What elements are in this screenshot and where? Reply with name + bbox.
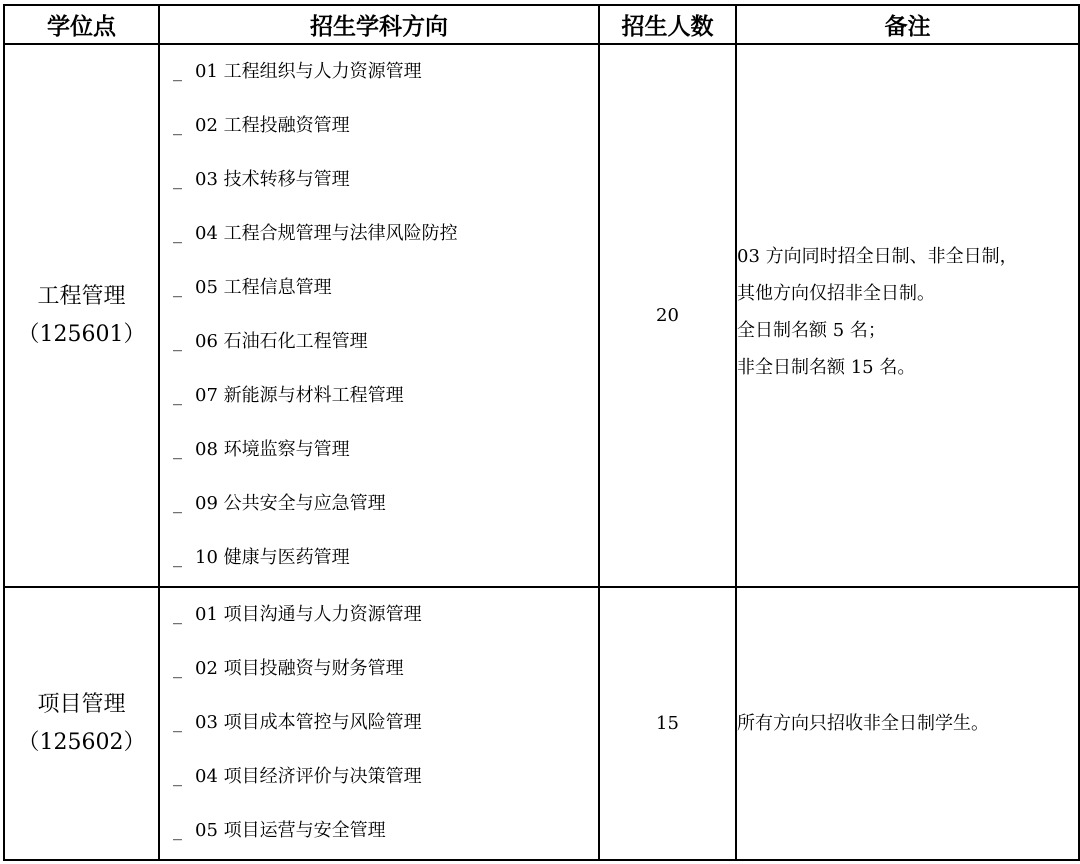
direction-label: 07 新能源与材料工程管理 — [195, 385, 404, 406]
degree-code: （125602） — [17, 729, 146, 755]
remark-block — [737, 238, 1078, 386]
direction-list — [160, 588, 598, 858]
direction-label: 04 工程合规管理与法律风险防控 — [195, 223, 458, 244]
direction-list — [160, 45, 598, 585]
degree-cell — [4, 587, 159, 860]
direction-label: 02 项目投融资与财务管理 — [195, 658, 404, 680]
remark-line: 其他方向仅招非全日制。 — [737, 282, 935, 304]
bullet-mark: _ — [173, 820, 182, 842]
direction-label: 05 工程信息管理 — [195, 277, 332, 298]
direction-label: 10 健康与医药管理 — [195, 547, 350, 568]
direction-label: 01 项目沟通与人力资源管理 — [195, 604, 422, 626]
enrollment-count: 20 — [599, 44, 736, 587]
list-item — [160, 423, 598, 477]
direction-cell — [159, 44, 599, 587]
table-row-project-management — [4, 587, 1079, 860]
direction-label: 03 技术转移与管理 — [195, 169, 350, 190]
header-count: 招生人数 — [599, 5, 736, 44]
bullet-mark: _ — [173, 169, 182, 190]
remark-line: 非全日制名额 15 名。 — [737, 356, 916, 378]
remark-line: 03 方向同时招全日制、非全日制， — [737, 245, 1018, 267]
header-degree: 学位点 — [4, 5, 159, 44]
bullet-mark: _ — [173, 604, 182, 626]
enrollment-count: 15 — [599, 587, 736, 860]
bullet-mark: _ — [173, 766, 182, 788]
list-item — [160, 750, 598, 804]
remark-cell — [736, 44, 1079, 587]
direction-label: 09 公共安全与应急管理 — [195, 493, 386, 514]
remark-line: 全日制名额 5 名； — [737, 319, 886, 341]
remark-line: 所有方向只招收非全日制学生。 — [737, 713, 989, 735]
bullet-mark: _ — [173, 385, 182, 406]
list-item — [160, 153, 598, 207]
remark-block — [737, 705, 1078, 742]
list-item — [160, 531, 598, 585]
list-item — [160, 45, 598, 99]
table-row-engineering-management — [4, 44, 1079, 587]
list-item — [160, 99, 598, 153]
list-item — [160, 696, 598, 750]
list-item — [160, 477, 598, 531]
bullet-mark: _ — [173, 547, 182, 568]
list-item — [160, 804, 598, 858]
list-item — [160, 207, 598, 261]
header-remark: 备注 — [736, 5, 1079, 44]
direction-label: 02 工程投融资管理 — [195, 115, 350, 136]
direction-label: 03 项目成本管控与风险管理 — [195, 712, 422, 734]
list-item — [160, 642, 598, 696]
list-item — [160, 261, 598, 315]
degree-cell — [4, 44, 159, 587]
bullet-mark: _ — [173, 331, 182, 352]
bullet-mark: _ — [173, 277, 182, 298]
list-item — [160, 315, 598, 369]
bullet-mark: _ — [173, 223, 182, 244]
direction-label: 04 项目经济评价与决策管理 — [195, 766, 422, 788]
bullet-mark: _ — [173, 115, 182, 136]
admissions-table — [3, 4, 1080, 861]
bullet-mark: _ — [173, 658, 182, 680]
bullet-mark: _ — [173, 61, 182, 82]
bullet-mark: _ — [173, 439, 182, 460]
remark-cell — [736, 587, 1079, 860]
table-header-row — [4, 5, 1079, 44]
degree-name: 工程管理 — [37, 283, 126, 309]
bullet-mark: _ — [173, 493, 182, 514]
header-direction: 招生学科方向 — [159, 5, 599, 44]
list-item — [160, 369, 598, 423]
direction-label: 06 石油石化工程管理 — [195, 331, 368, 352]
direction-cell — [159, 587, 599, 860]
direction-label: 01 工程组织与人力资源管理 — [195, 61, 422, 82]
bullet-mark: _ — [173, 712, 182, 734]
degree-name: 项目管理 — [37, 691, 126, 717]
list-item — [160, 588, 598, 642]
direction-label: 05 项目运营与安全管理 — [195, 820, 386, 842]
degree-code: （125601） — [17, 321, 146, 347]
direction-label: 08 环境监察与管理 — [195, 439, 350, 460]
